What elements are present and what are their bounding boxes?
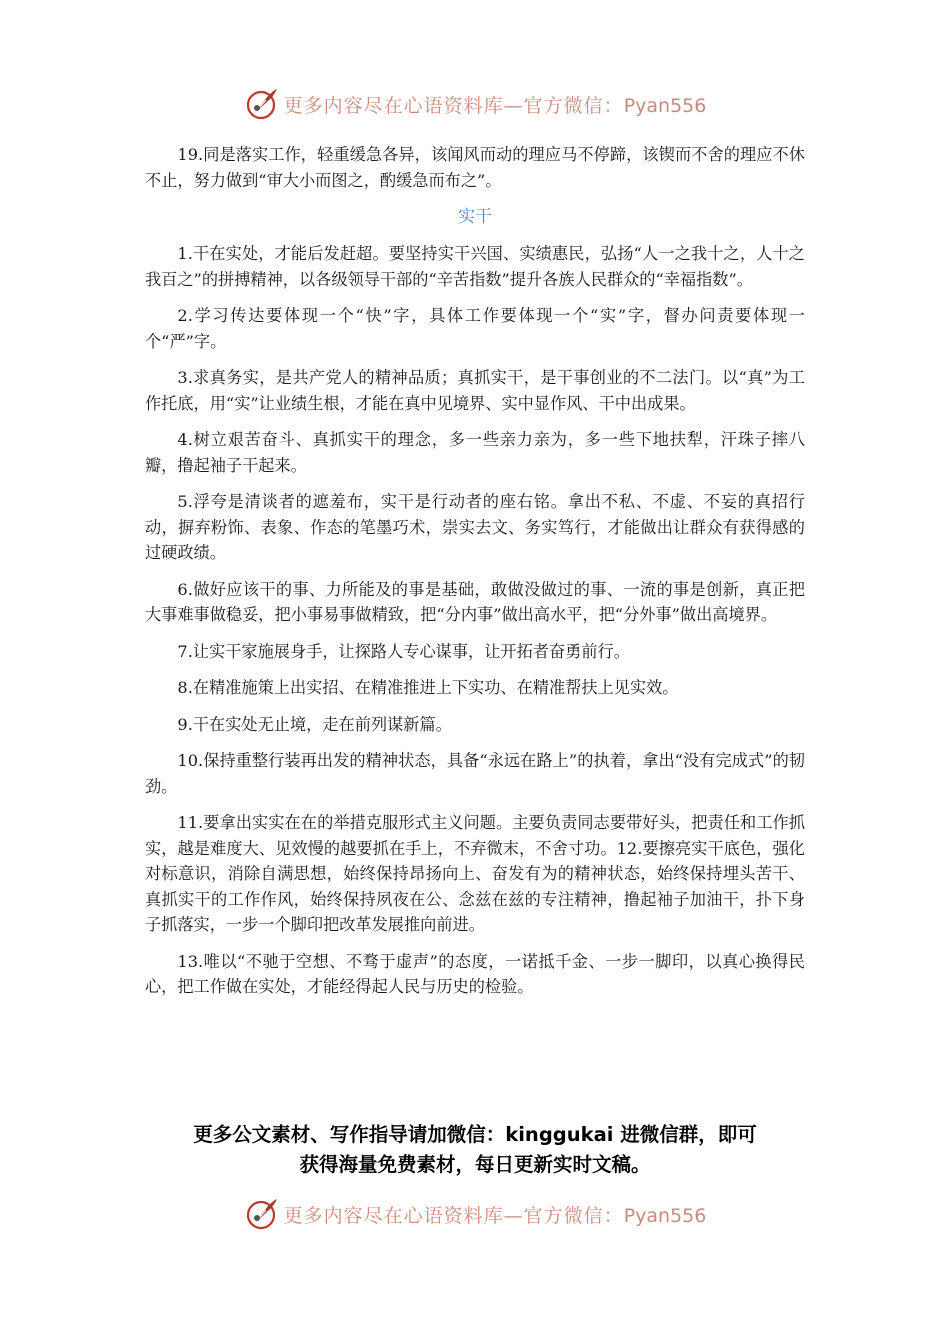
- banner-wechat-id: Pyan556: [623, 94, 707, 117]
- banner-official: 官方微信：: [523, 1204, 624, 1227]
- paragraph-5: 5.浮夸是清谈者的遮羞布，实干是行动者的座右铭。拿出不私、不虚、不妄的真招行动，摒弃粉饰、表象、作态的笔墨巧术，崇实去文、务实笃行，才能做出让群众有获得感的过硬政绩。: [145, 492, 805, 562]
- paragraph-3: 3.求真务实，是共产党人的精神品质；真抓实干，是干事创业的不二法门。以“真”为工作托底，用“实”让业绩生根，才能在真中见境界、实中显作风、干中出成果。: [145, 368, 805, 413]
- promo-line-2: 获得海量免费素材，每日更新实时文稿。: [299, 1153, 651, 1176]
- paragraph-10: 10.保持重整行装再出发的精神状态，具备“永远在路上”的执着，拿出“没有完成式”的韧劲。: [145, 751, 805, 796]
- paragraph-11-12: 11.要拿出实实在在的举措克服形式主义问题。主要负责同志要带好头，把责任和工作抓实，越是难度大、见效慢的越要抓在手上，不弃微末，不舍寸功。12.要擦亮实干底色，强化对标意识，消除自满思想，始终保持昂扬向上、奋发有为的精神状态，始终保持埋头苦干、真抓实干的工作作风，始终保持夙夜在公、念兹在兹的专注精神，撸起袖子加油干，扑下身子抓落实，一步一个脚印把改革发展推向前进。: [145, 813, 805, 934]
- section-title: 实干: [458, 207, 492, 227]
- paragraph-9: 9.干在实处无止境，走在前列谋新篇。: [177, 714, 452, 734]
- paragraph-8: 8.在精准施策上出实招、在精准推进上下实功、在精准帮扶上见实效。: [177, 678, 679, 697]
- quill-pen-logo-icon: [244, 86, 280, 122]
- document-body: [145, 142, 805, 1011]
- banner-brand: 更多内容尽在心语资料库: [283, 94, 504, 117]
- header-banner: [0, 84, 950, 124]
- promo-line-1: 更多公文素材、写作指导请加微信：kinggukai 进微信群，即可: [193, 1123, 757, 1146]
- paragraph-2: 2.学习传达要体现一个“快”字，具体工作要体现一个“实”字，督办问责要体现一个“严”字。: [145, 306, 805, 351]
- banner-dash: —: [503, 1204, 524, 1227]
- paragraph-7: 7.让实干家施展身手，让探路人专心谋事，让开拓者奋勇前行。: [177, 641, 630, 661]
- paragraph-6: 6.做好应该干的事、力所能及的事是基础，敢做没做过的事、一流的事是创新，真正把大事难事做稳妥，把小事易事做精致，把“分内事”做出高水平，把“分外事”做出高境界。: [145, 579, 805, 624]
- banner-text: [284, 1201, 707, 1228]
- banner-brand: 更多内容尽在心语资料库: [283, 1204, 504, 1227]
- paragraph-13: 13.唯以“不驰于空想、不骛于虚声”的态度，一诺抵千金、一步一脚印，以真心换得民心，把工作做在实处，才能经得起人民与历史的检验。: [145, 951, 805, 996]
- banner-text: [284, 91, 707, 118]
- paragraph-1: 1.干在实处，才能后发赶超。要坚持实干兴国、实绩惠民，弘扬“人一之我十之，人十之我百之”的拼搏精神，以各级领导干部的“辛苦指数”提升各族人民群众的“幸福指数”。: [145, 244, 805, 289]
- quill-pen-logo-icon: [244, 1196, 280, 1232]
- footer-banner: [0, 1194, 950, 1234]
- paragraph-4: 4.树立艰苦奋斗、真抓实干的理念，多一些亲力亲为，多一些下地扶犁，汗珠子摔八瓣，撸起袖子干起来。: [145, 430, 805, 475]
- banner-dash: —: [503, 94, 524, 117]
- intro-paragraph: 19.同是落实工作，轻重缓急各异，该闻风而动的理应马不停蹄，该锲而不舍的理应不休不止，努力做到“审大小而图之，酌缓急而布之”。: [145, 145, 805, 190]
- promo-block: [120, 1120, 830, 1180]
- banner-official: 官方微信：: [523, 94, 624, 117]
- banner-wechat-id: Pyan556: [623, 1204, 707, 1227]
